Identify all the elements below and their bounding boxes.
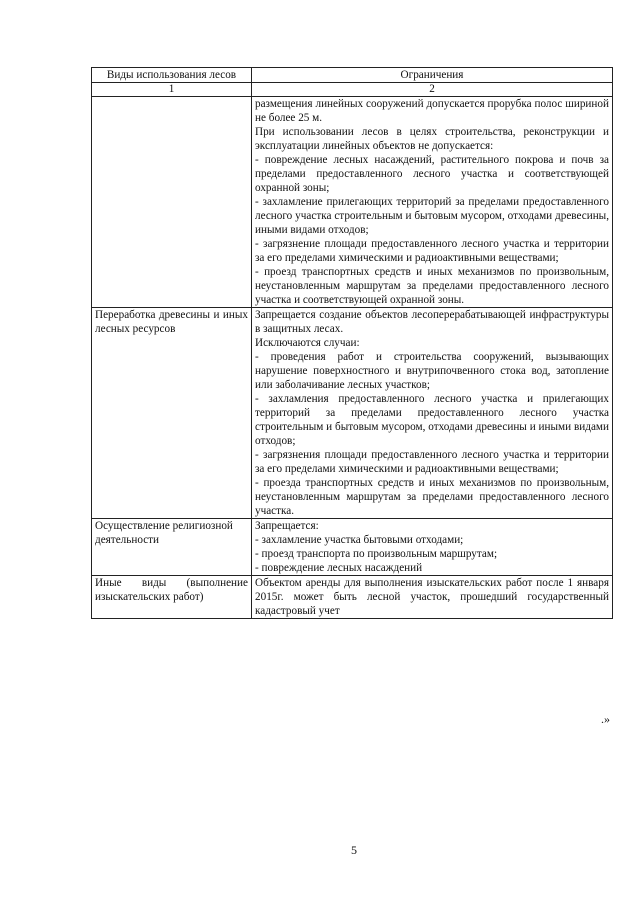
restriction-line: - повреждение лесных насаждений (255, 562, 423, 574)
restriction-line: Объектом аренды для выполнения изыскательских работ после 1 января 2015г. может быть лесной участок, прошедший государственный кадастровый учет (255, 577, 609, 617)
column-number-2: 2 (252, 83, 613, 97)
column-number-row (92, 83, 613, 97)
table-row (92, 576, 613, 619)
column-number-1: 1 (92, 83, 252, 97)
header-restrictions: Ограничения (252, 68, 613, 83)
restriction-line: - проведения работ и строительства сооружений, вызывающих нарушение поверхностного и внутрипочвенного стока вод, затопление или заболачивание лесных участков; (255, 351, 609, 391)
table-row (92, 308, 613, 519)
restrictions-cell (252, 576, 613, 619)
page-number: 5 (351, 843, 357, 857)
usage-type-cell: Переработка древесины и иных лесных ресурсов (92, 308, 252, 519)
restriction-line: Запрещается: (255, 520, 319, 532)
restriction-line: - проезд транспорта по произвольным маршрутам; (255, 548, 498, 560)
table-row (92, 519, 613, 576)
restriction-line: размещения линейных сооружений допускается прорубка полос шириной не более 25 м. (255, 98, 609, 124)
restriction-line: - захламление участка бытовыми отходами; (255, 534, 464, 546)
usage-type-cell (92, 97, 252, 308)
restrictions-cell (252, 308, 613, 519)
restriction-line: - повреждение лесных насаждений, растительного покрова и почв за пределами предоставленного лесного участка и соответствующей охранной зоны; (255, 154, 609, 194)
restrictions-cell (252, 97, 613, 308)
restriction-line: Запрещается создание объектов лесоперерабатывающей инфраструктуры в защитных лесах. (255, 309, 609, 335)
header-row (92, 68, 613, 83)
restrictions-cell (252, 519, 613, 576)
usage-type-cell: Осуществление религиозной деятельности (92, 519, 252, 576)
usage-type-cell: Иные виды (выполнение изыскательских работ) (92, 576, 252, 619)
closing-quote-mark: .» (601, 712, 610, 726)
restriction-line: - захламления предоставленного лесного участка и прилегающих территорий за пределами предоставленного лесного участка строительным и бытовым мусором, отходами древесины и иными видами отходов; (255, 393, 609, 447)
restriction-line: - загрязнение площади предоставленного лесного участка и территории за его пределами химическими и радиоактивными веществами; (255, 238, 609, 264)
restriction-line: - загрязнения площади предоставленного лесного участка и территории за его пределами химическими и радиоактивными веществами; (255, 449, 609, 475)
table-row (92, 97, 613, 308)
restriction-line: - проезда транспортных средств и иных механизмов по произвольным, неустановленным маршрутам за пределами предоставленного лесного участка. (255, 477, 609, 517)
restriction-line: Исключаются случаи: (255, 337, 360, 349)
header-usage-types: Виды использования лесов (92, 68, 252, 83)
restriction-line: - захламление прилегающих территорий за пределами предоставленного лесного участка строительным и бытовым мусором, отходами древесины, иными видами отходов; (255, 196, 609, 236)
restriction-line: При использовании лесов в целях строительства, реконструкции и эксплуатации линейных объектов не допускается: (255, 126, 609, 152)
restriction-line: - проезд транспортных средств и иных механизмов по произвольным, неустановленным маршрутам за пределами предоставленного лесного участка и соответствующей охранной зоны. (255, 266, 609, 306)
restrictions-table (91, 67, 613, 619)
